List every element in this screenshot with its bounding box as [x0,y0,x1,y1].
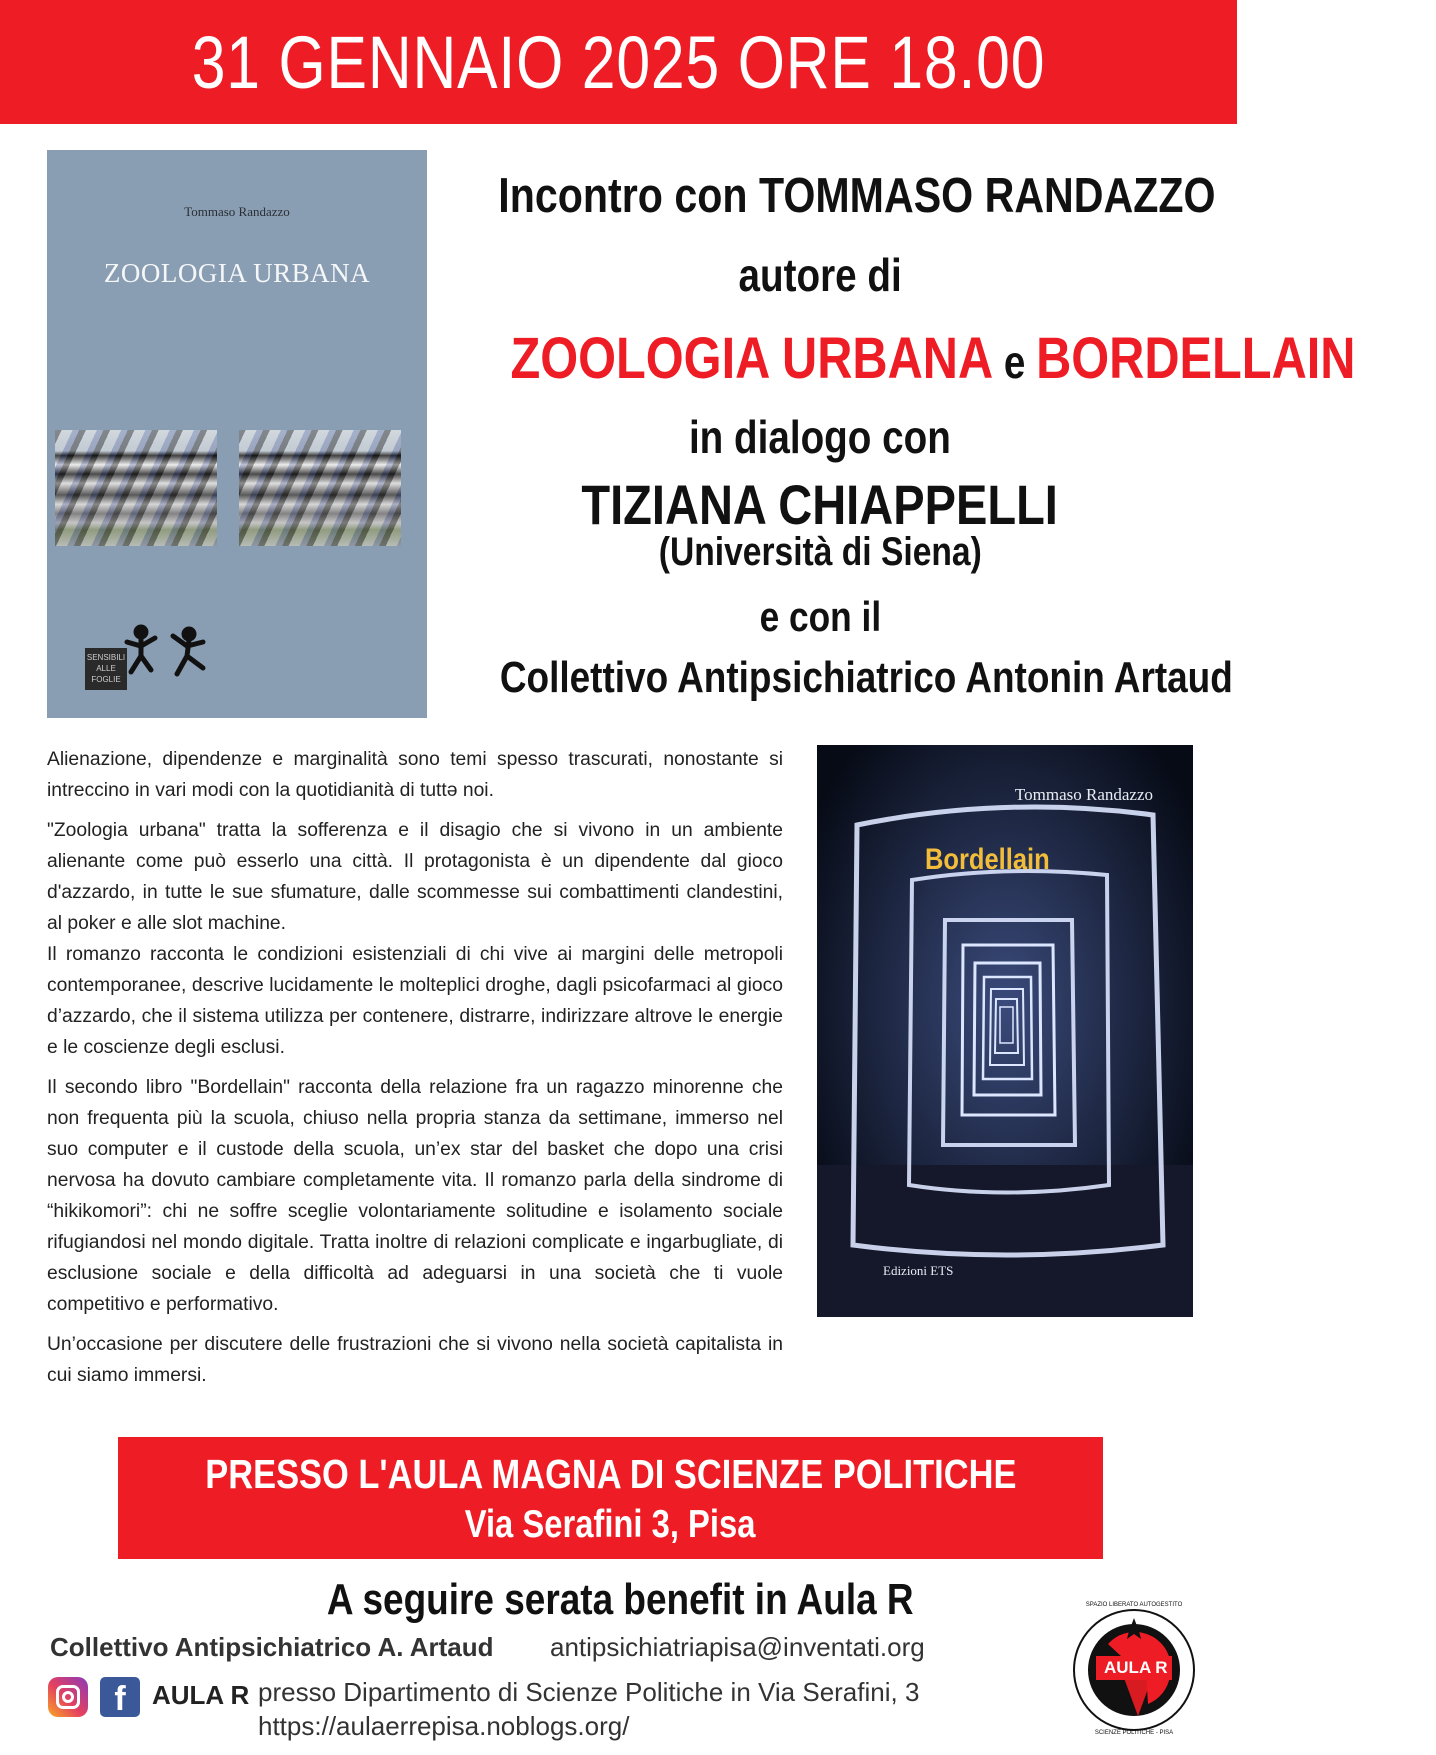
description [47,744,783,1400]
headline-collective [430,653,1233,703]
facebook-icon[interactable]: f [100,1677,140,1717]
logo-ring-bottom: SCIENZE POLITICHE - PISA [1094,1730,1174,1736]
headline-dialogue [430,410,1210,464]
paragraph: Un’occasione per discutere delle frustrazioni che si vivono nella società capitalista in cui siamo immersi. [47,1334,783,1386]
and-with-text: e con il [759,593,881,640]
event-date-time: 31 GENNAIO 2025 ORE 18.00 [191,20,1046,104]
zoologia-urbana-cover [47,150,427,718]
guest-name: TIZIANA CHIAPPELLI [581,473,1059,536]
cover-photo-right [239,430,401,546]
cover-author: Tommaso Randazzo [1014,785,1153,804]
venue-banner [118,1437,1103,1559]
author-name: TOMMASO RANDAZZO [758,169,1216,223]
footer-email[interactable]: antipsichiatriapisa@inventati.org [550,1632,925,1662]
collective-name: Collettivo Antipsichiatrico Antonin Artaud [499,653,1233,702]
light-tunnel-image [817,745,1193,1317]
publisher-logo: SENSIBILI ALLE FOGLIE [85,648,127,690]
headline-and-with [430,593,1210,641]
footer-aula-label: AULA R [152,1680,250,1710]
cover-author: Tommaso Randazzo [184,204,290,219]
book2-title: BORDELLAIN [1036,326,1356,391]
headline-books [430,325,1356,392]
dialogue-text: in dialogo con [689,411,951,463]
benefit-line [0,1575,1241,1625]
intro-text: Incontro con [498,169,759,223]
headline-guest [430,472,1210,537]
dancing-figures-icon [123,624,215,680]
cover-title: Bordellain [925,843,1050,876]
footer-address: presso Dipartimento di Scienze Politiche in Via Serafini, 3 [258,1677,920,1707]
headline-intro [430,168,1216,224]
book1-title: ZOOLOGIA URBANA [510,326,994,391]
headline-affiliation [430,530,1210,575]
benefit-text: A seguire serata benefit in Aula R [327,1575,914,1624]
bordellain-cover [817,745,1193,1317]
footer-website[interactable]: https://aulaerrepisa.noblogs.org/ [258,1711,630,1741]
guest-affiliation: (Università di Siena) [658,530,982,574]
paragraph: Il romanzo racconta le condizioni esistenziali di chi vive ai margini delle metropoli contemporanee, descrive lucidamente le molteplici droghe, dagli psicofarmaci al gioco d’azzardo, che il sistema utilizza per contenere, distrarre, indirizzare altrove le energie e le coscienze degli esclusi. [47,944,783,1058]
aula-r-logo [1066,1600,1202,1740]
cover-publisher: Edizioni ETS [883,1263,954,1278]
instagram-icon[interactable] [48,1677,88,1717]
logo-ring-top: SPAZIO LIBERATO AUTOGESTITO [1085,1602,1183,1608]
paragraph: "Zoologia urbana" tratta la sofferenza e il disagio che si vivono in un ambiente alienante come può esserlo una città. Il protagonista è un dipendente dal gioco d'azzardo, in tutte le sue sfumature, dalle scommesse sui combattimenti clandestini, al poker e alle slot machine. [47,820,783,934]
headline-author-of [430,248,1210,302]
cover-photo-left [55,430,217,546]
venue-address: Via Serafini 3, Pisa [465,1503,756,1546]
footer-collective: Collettivo Antipsichiatrico A. Artaud [50,1632,494,1662]
conjunction: e [993,336,1037,388]
author-of-text: autore di [738,249,902,301]
venue-name: PRESSO L'AULA MAGNA DI SCIENZE POLITICHE [204,1451,1017,1497]
paragraph: Alienazione, dipendenze e marginalità sono temi spesso trascurati, nonostante si intreccino in vari modi con la quotidianità di tuttə noi. [47,749,783,801]
logo-text: AULA R [1104,1658,1168,1677]
date-banner [0,0,1237,124]
cover-title: ZOOLOGIA URBANA [103,258,371,288]
paragraph: Il secondo libro "Bordellain" racconta della relazione fra un ragazzo minorenne che non frequenta più la scuola, chiuso nella propria stanza da settimane, immerso nel suo computer e il custode della scuola, un’ex star del basket che dopo una crisi nervosa ha dovuto cambiare completamente vita. Il romanzo parla della sindrome di “hikikomori”: chi ne soffre sceglie volontariamente solitudine e isolamento sociale rifugiandosi nel mondo digitale. Tratta inoltre di relazioni complicate e ingarbugliate, di esclusione sociale e della difficoltà ad adeguarsi in una società che ti vuole competitivo e performativo. [47,1077,783,1315]
